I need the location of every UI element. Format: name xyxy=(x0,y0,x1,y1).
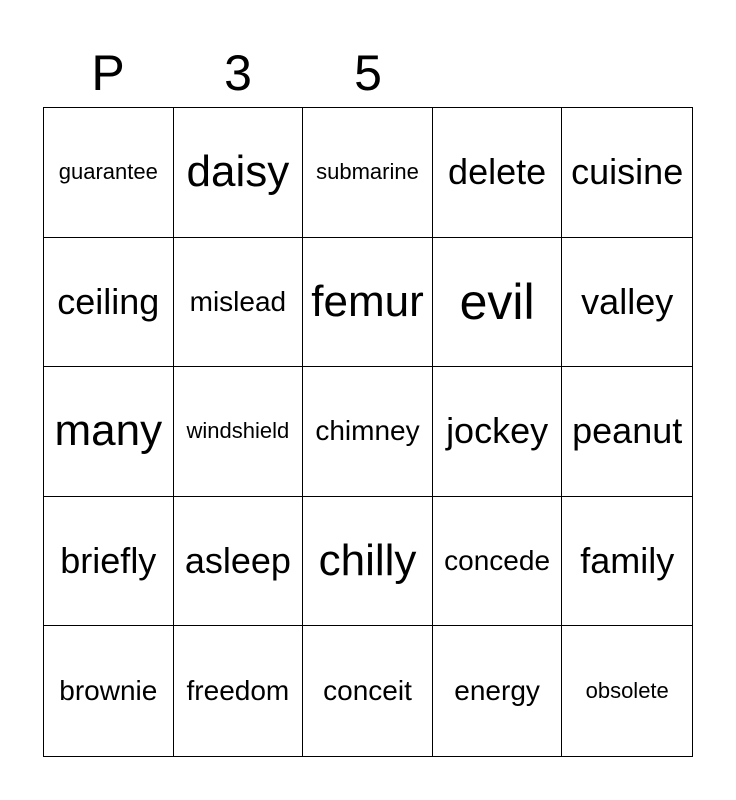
bingo-cell[interactable]: cuisine xyxy=(562,108,692,238)
bingo-cell[interactable]: valley xyxy=(562,238,692,368)
header-letter-3: 5 xyxy=(354,45,382,101)
bingo-cell[interactable]: guarantee xyxy=(44,108,174,238)
header-letter-4 xyxy=(433,40,563,106)
bingo-grid xyxy=(43,107,693,757)
bingo-cell[interactable]: jockey xyxy=(433,367,563,497)
bingo-cell[interactable]: chilly xyxy=(303,497,433,627)
bingo-header xyxy=(43,40,693,106)
header-letter-1: P xyxy=(91,45,125,101)
bingo-cell[interactable]: peanut xyxy=(562,367,692,497)
bingo-cell[interactable]: daisy xyxy=(174,108,304,238)
bingo-cell[interactable]: windshield xyxy=(174,367,304,497)
bingo-cell[interactable]: obsolete xyxy=(585,678,669,704)
bingo-cell[interactable]: evil xyxy=(433,238,563,368)
bingo-cell[interactable]: briefly xyxy=(44,497,174,627)
bingo-cell[interactable]: freedom xyxy=(174,626,304,756)
bingo-cell[interactable]: submarine xyxy=(303,108,433,238)
bingo-cell[interactable]: brownie xyxy=(44,626,174,756)
header-letter-5 xyxy=(563,40,693,106)
bingo-cell[interactable]: conceit xyxy=(303,626,433,756)
bingo-cell[interactable]: mislead xyxy=(174,238,304,368)
bingo-cell[interactable]: ceiling xyxy=(44,238,174,368)
bingo-cell[interactable]: concede xyxy=(433,497,563,627)
bingo-cell[interactable]: femur xyxy=(303,238,433,368)
bingo-cell[interactable]: family xyxy=(562,497,692,627)
bingo-cell[interactable]: delete xyxy=(433,108,563,238)
header-letter-2: 3 xyxy=(224,45,252,101)
bingo-cell[interactable]: energy xyxy=(433,626,563,756)
bingo-cell[interactable]: chimney xyxy=(303,367,433,497)
bingo-cell[interactable]: many xyxy=(44,367,174,497)
bingo-cell[interactable]: asleep xyxy=(174,497,304,627)
